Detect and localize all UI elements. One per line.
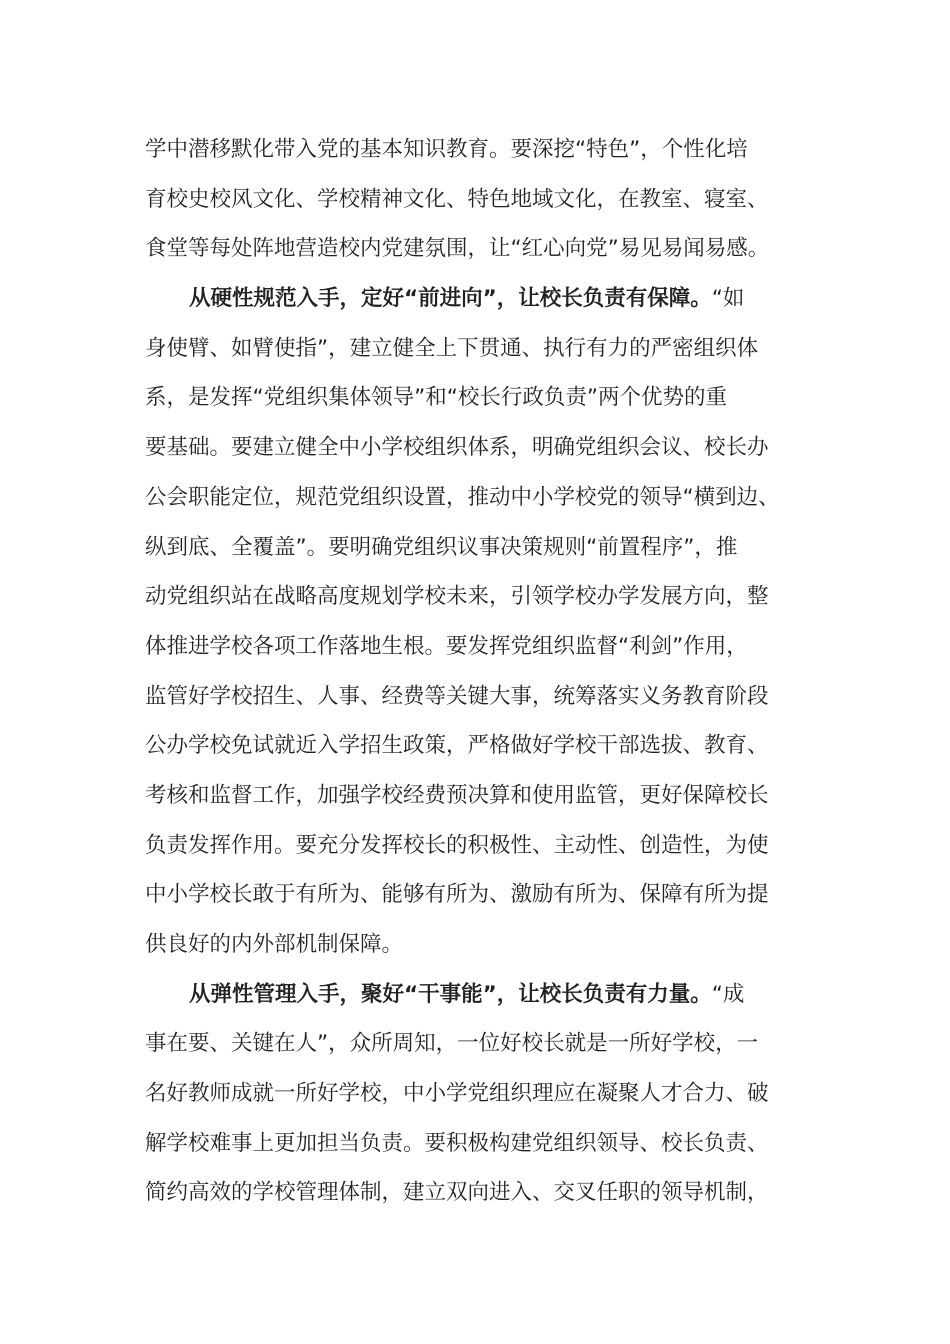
- text-line: 纵到底、全覆盖”。要明确党组织议事决策规则“前置程序”，推: [145, 534, 738, 560]
- text-line: 解学校难事上更加担当负责。要积极构建党组织领导、校长负责、: [145, 1130, 769, 1156]
- paragraph-heading: 从硬性规范入手，定好“前进向”，让校长负责有保障。: [189, 286, 712, 312]
- text-line: 名好教师成就一所好学校，中小学党组织理应在凝聚人才合力、破: [145, 1081, 769, 1107]
- text-line: 负责发挥作用。要充分发挥校长的积极性、主动性、创造性，为使: [145, 832, 769, 858]
- text-line: 动党组织站在战略高度规划学校未来，引领学校办学发展方向，整: [145, 584, 769, 610]
- text-line: 简约高效的学校管理体制，建立双向进入、交叉任职的领导机制，: [145, 1180, 769, 1206]
- text-line: 系，是发挥“党组织集体领导”和“校长行政负责”两个优势的重: [145, 385, 728, 411]
- text-line: 身使臂、如臂使指”，建立健全上下贯通、执行有力的严密组织体: [145, 335, 759, 361]
- paragraph-heading: 从弹性管理入手，聚好“干事能”，让校长负责有力量。: [189, 981, 712, 1007]
- text-line: 事在要、关键在人”，众所周知，一位好校长就是一所好学校，一: [145, 1031, 759, 1057]
- document-body: [145, 125, 815, 1218]
- text-line: 要基础。要建立健全中小学校组织体系，明确党组织会议、校长办: [145, 435, 769, 461]
- paragraph-lead-text: “成: [711, 981, 745, 1007]
- paragraph-lead-text: “如: [711, 286, 745, 312]
- text-line: 公会职能定位，规范党组织设置，推动中小学校党的领导“横到边、: [145, 484, 780, 510]
- paragraph-first-line: [145, 970, 815, 1020]
- text-line: 食堂等每处阵地营造校内党建氛围，让“红心向党”易见易闻易感。: [145, 236, 770, 262]
- paragraph-first-line: [145, 274, 815, 324]
- text-line: 体推进学校各项工作落地生根。要发挥党组织监督“利剑”作用，: [145, 633, 748, 659]
- text-line: 学中潜移默化带入党的基本知识教育。要深挖“特色”，个性化培: [145, 137, 748, 162]
- text-line: 中小学校长敢于有所为、能够有所为、激励有所为、保障有所为提: [145, 882, 769, 908]
- text-line: 供良好的内外部机制保障。: [145, 932, 404, 957]
- text-line: 公办学校免试就近入学招生政策，严格做好学校干部选拔、教育、: [145, 733, 769, 759]
- text-line: 监管好学校招生、人事、经费等关键大事，统筹落实义务教育阶段: [145, 683, 769, 709]
- text-line: 考核和监督工作，加强学校经费预决算和使用监管，更好保障校长: [145, 782, 769, 808]
- text-line: 育校史校风文化、学校精神文化、特色地域文化，在教室、寝室、: [145, 186, 769, 212]
